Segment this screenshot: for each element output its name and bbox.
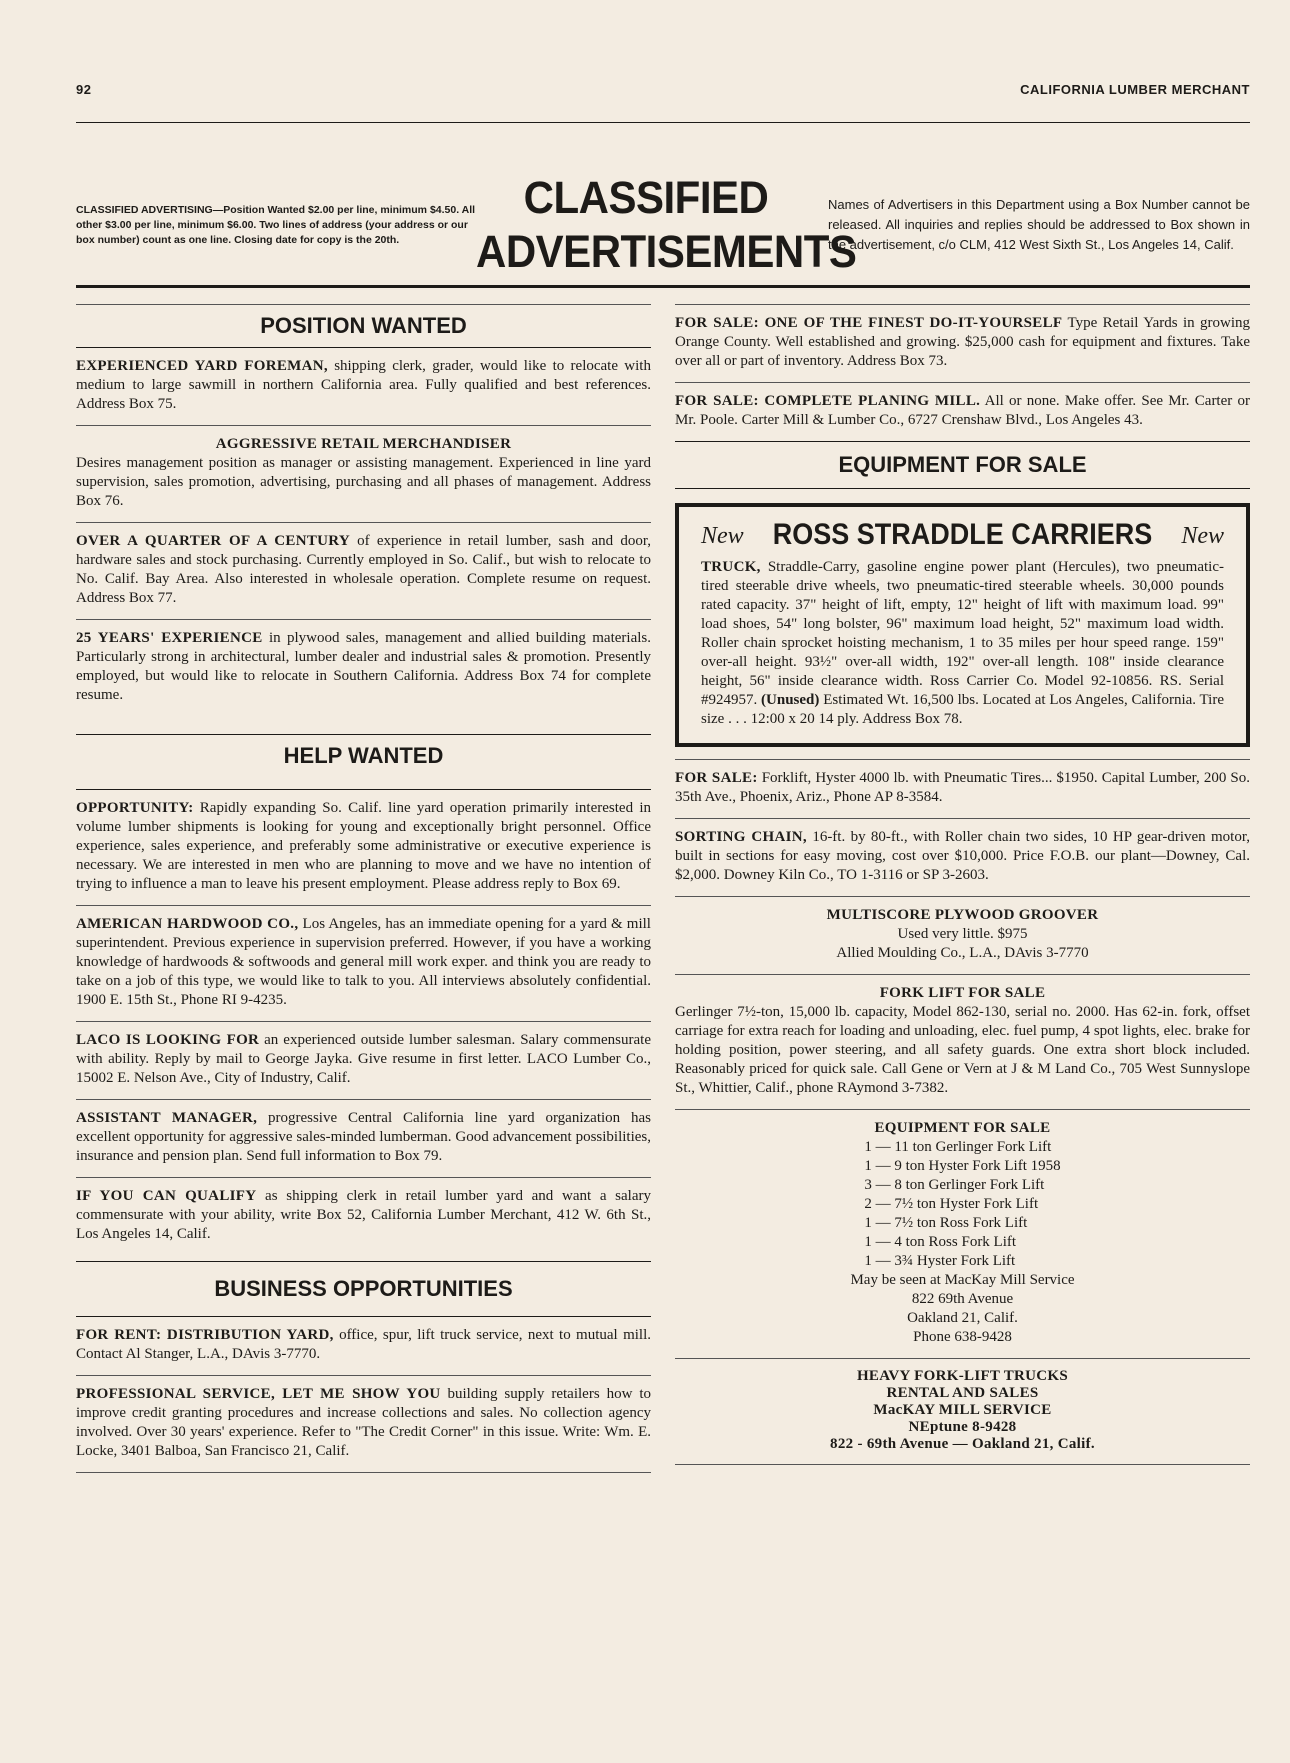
ad-body: Rapidly expanding So. Calif. line yard operation primarily interested in volume lumber shipments is looking for young and exceptionally bright personnel. Office experience, sales experience, and preferably some administrative or executive experience is necessary. We are interested in men who are planning to move and we have no intention of trying to influence a man to leave his present employment. Please address reply to Box 69. — [76, 800, 651, 892]
new-label-right: New — [1181, 523, 1224, 549]
classified-ad — [76, 348, 651, 425]
ad-line: Phone 638-9428 — [913, 1329, 1012, 1345]
ad-body: Desires management position as manager or assisting management. Experienced in line yard supervision, sales promotion, advertising, purchasing and all phases of management. Address Box 76. — [76, 455, 651, 509]
ad-lead: IF YOU CAN QUALIFY — [76, 1188, 257, 1204]
rates-notice: CLASSIFIED ADVERTISING—Position Wanted $2.00 per line, minimum $4.50. All other $3.00 per line, minimum $6.00. Two lines of address (your address or our box number) count as one line. Closing date for copy is the 20th. — [76, 203, 476, 246]
publication-name: CALIFORNIA LUMBER MERCHANT — [1020, 82, 1250, 97]
ad-lead: OPPORTUNITY: — [76, 800, 194, 816]
list-item: 1 — 11 ton Gerlinger Fork Lift — [864, 1139, 1052, 1155]
ad-body: building supply retailers how to improve credit granting procedures and increase collections and sales. No collection agency involved. Over 30 years' experience. Refer to "The Credit Corner" in this issue. Write: Wm. E. Locke, 3401 Balboa, San Francisco 21, Calif. — [76, 1386, 651, 1459]
classified-ad — [675, 819, 1250, 896]
classified-ad — [675, 383, 1250, 441]
ad-line: Oakland 21, Calif. — [907, 1310, 1018, 1326]
list-item: 1 — 9 ton Hyster Fork Lift 1958 — [864, 1158, 1061, 1174]
ad-body: Gerlinger 7½-ton, 15,000 lb. capacity, Model 862-130, serial no. 2000. Has 62-in. fork, offset carriage for extra reach for loading and unloading, elec. fuel pump, 4 spot lights, elec. brake for holding position, power steering, and all safety guards. One extra short block included. Reasonably priced for quick sale. Call Gene or Vern at J & M Land Co., 705 West Sunnyslope St., Whittier, Calif., phone RAymond 3-7382. — [675, 1004, 1250, 1096]
ad-body: Los Angeles, has an immediate opening for a yard & mill superintendent. Previous experience in supervision preferred. However, if you have a working knowledge of hardwoods & softwoods and general mill work exper. and think you are ready to take on a job of this type, we would like to talk to you. All interviews absolutely confidential. 1900 E. 15th St., Phone RI 9-4235. — [76, 916, 651, 1008]
classified-ad — [76, 1376, 651, 1472]
mackay-equipment-list-ad — [675, 1110, 1250, 1358]
ad-body: Forklift, Hyster 4000 lb. with Pneumatic Tires... $1950. Capital Lumber, 200 So. 35th Ave., Phoenix, Ariz., Phone AP 8-3584. — [675, 770, 1250, 805]
ad-body: of experience in retail lumber, sash and door, hardware sales and stock purchasing. Currently employed in So. Calif., but wish to relocate to No. Calif. Bay Area. Also interested in wholesale operation. Complete resume on request. Address Box 77. — [76, 533, 651, 606]
classified-ad — [76, 1022, 651, 1099]
classified-ad — [76, 906, 651, 1021]
classified-ad — [675, 305, 1250, 382]
page-number: 92 — [76, 82, 92, 97]
ad-lead: FOR RENT: DISTRIBUTION YARD, — [76, 1327, 334, 1343]
ad-lead: PROFESSIONAL SERVICE, LET ME SHOW YOU — [76, 1386, 441, 1402]
list-item: 2 — 7½ ton Hyster Fork Lift — [864, 1196, 1039, 1212]
running-head — [76, 0, 1250, 122]
ad-title: AGGRESSIVE RETAIL MERCHANDISER — [215, 436, 512, 452]
rule — [675, 1464, 1250, 1465]
classified-ad — [76, 1178, 651, 1255]
list-item: 3 — 8 ton Gerlinger Fork Lift — [864, 1177, 1045, 1193]
ad-body: in plywood sales, management and allied building materials. Particularly strong in architectural, lumber dealer and industrial sales & promotion. Presently employed, but would like to relocate in Southern California. Address Box 74 for complete resume. — [76, 630, 651, 703]
unused-label: (Unused) — [761, 692, 820, 708]
ad-body: progressive Central California line yard organization has excellent opportunity for aggressive sales-minded lumberman. Good advancement possibilities, insurance and pension plan. Send full information to Box 79. — [76, 1110, 651, 1164]
title-line-2: ADVERTISEMENTS — [476, 226, 857, 277]
ad-title: FORK LIFT FOR SALE — [879, 985, 1046, 1001]
ad-body: office, spur, lift truck service, next to mutual mill. Contact Al Stanger, L.A., DAvis 3-7770. — [76, 1327, 651, 1362]
ad-body: All or none. Make offer. See Mr. Carter or Mr. Poole. Carter Mill & Lumber Co., 6727 Crenshaw Blvd., Los Angeles 43. — [675, 393, 1250, 428]
masthead-rule — [76, 285, 1250, 288]
ad-body: Type Retail Yards in growing Orange County. Well established and growing. $25,000 cash for equipment and fixtures. Take over all or part of inventory. Address Box 73. — [675, 315, 1250, 369]
ad-lead: LACO IS LOOKING FOR — [76, 1032, 260, 1048]
ad-lead: EXPERIENCED YARD FOREMAN, — [76, 358, 328, 374]
company-name: MacKAY MILL SERVICE — [873, 1402, 1052, 1418]
classified-ad — [76, 1317, 651, 1375]
boxed-ad-title: ROSS STRADDLE CARRIERS — [772, 517, 1153, 551]
rule — [76, 1472, 651, 1473]
classified-ad — [76, 426, 651, 522]
left-column — [76, 298, 651, 1473]
help-wanted-heading: HELP WANTED — [283, 743, 444, 768]
classified-ad — [76, 790, 651, 905]
forklift-ad — [675, 975, 1250, 1109]
boxed-ad-header — [701, 519, 1224, 550]
position-wanted-heading: POSITION WANTED — [260, 313, 467, 338]
ross-straddle-carrier-ad — [675, 503, 1250, 747]
classified-ad — [76, 1100, 651, 1177]
page-title — [476, 171, 857, 279]
classified-ad — [675, 760, 1250, 818]
ad-lead: OVER A QUARTER OF A CENTURY — [76, 533, 350, 549]
right-column — [675, 298, 1250, 1473]
ad-body: as shipping clerk in retail lumber yard and want a salary commensurate with your ability, write Box 52, California Lumber Merchant, 412 W. 6th St., Los Angeles 14, Calif. — [76, 1188, 651, 1242]
ad-title: MULTISCORE PLYWOOD GROOVER — [826, 907, 1099, 923]
ad-body: Straddle-Carry, gasoline engine power plant (Hercules), two pneumatic-tired steerable drive wheels, two pneumatic-tired steerable wheels. 30,000 pounds rated capacity. 37" height of lift, empty, 12" height of lift with maximum load. 99" load shoes, 54" long bolster, 96" maximum load height, 52" maximum load width. Roller chain sprocket hoisting mechanism, 1 to 35 miles per hour speed range. 159" over-all height. 93½" over-all width, 192" over-all length. 108" inside clearance height, 56" inside clearance width. Ross Carrier Co. Model 92-10856. RS. Serial #924957. — [701, 559, 1224, 708]
classified-ad — [76, 620, 651, 716]
heavy-forklift-ad — [675, 1359, 1250, 1464]
list-item: 1 — 3¾ Hyster Fork Lift — [864, 1253, 1016, 1269]
top-rule — [76, 122, 1250, 123]
ad-line: Used very little. $975 — [897, 926, 1028, 942]
ad-line: May be seen at MacKay Mill Service — [850, 1272, 1075, 1288]
boxed-ad-body — [701, 558, 1224, 729]
equipment-list — [864, 1138, 1060, 1271]
ad-line: 822 69th Avenue — [911, 1291, 1014, 1307]
ad-body: an experienced outside lumber salesman. Salary commensurate with ability. Reply by mail to George Jayka. Give resume in first letter. LACO Lumber Co., 15002 E. Nelson Ave., City of Industry, Calif. — [76, 1032, 651, 1086]
masthead — [76, 172, 1250, 277]
ad-body-tail: Estimated Wt. 16,500 lbs. Located at Los Angeles, California. Tire size . . . 12:00 x 20 14 ply. Address Box 78. — [701, 692, 1225, 727]
ad-lead: AMERICAN HARDWOOD CO., — [76, 916, 299, 932]
phone: NEptune 8-9428 — [908, 1419, 1017, 1435]
ad-title: EQUIPMENT FOR SALE — [874, 1120, 1051, 1136]
ad-body: 16-ft. by 80-ft., with Roller chain two sides, 10 HP gear-driven motor, built in sections for easy moving, cost over $10,000. Price F.O.B. our plant—Downey, Cal. $2,000. Downey Kiln Co., TO 1-3116 or SP 3-2603. — [675, 829, 1250, 883]
rule — [675, 488, 1250, 489]
ad-lead: TRUCK, — [701, 559, 761, 575]
columns — [76, 298, 1250, 1473]
equipment-for-sale-heading: EQUIPMENT FOR SALE — [838, 452, 1087, 477]
ad-subtitle: RENTAL AND SALES — [886, 1385, 1039, 1401]
title-line-1: CLASSIFIED — [523, 172, 769, 223]
ad-lead: FOR SALE: COMPLETE PLANING MILL. — [675, 393, 981, 409]
ad-lead: FOR SALE: — [675, 770, 758, 786]
list-item: 1 — 4 ton Ross Fork Lift — [864, 1234, 1017, 1250]
business-opportunities-heading: BUSINESS OPPORTUNITIES — [214, 1276, 513, 1301]
ad-line: Allied Moulding Co., L.A., DAvis 3-7770 — [836, 945, 1089, 961]
ad-body: shipping clerk, grader, would like to relocate with medium to large sawmill in northern California area. Fully qualified and best references. Address Box 75. — [76, 358, 651, 412]
ad-lead: 25 YEARS' EXPERIENCE — [76, 630, 263, 646]
new-label-left: New — [701, 523, 744, 549]
ad-lead: ASSISTANT MANAGER, — [76, 1110, 258, 1126]
ad-lead: FOR SALE: ONE OF THE FINEST DO-IT-YOURSELF — [675, 315, 1063, 331]
classified-ad — [76, 523, 651, 619]
address: 822 - 69th Avenue — Oakland 21, Calif. — [830, 1436, 1095, 1452]
ad-title: HEAVY FORK-LIFT TRUCKS — [856, 1368, 1069, 1384]
advertiser-notice: Names of Advertisers in this Department using a Box Number cannot be released. All inquiries and replies should be addressed to Box shown in the advertisement, c/o CLM, 412 West Sixth St., Los Angeles 14, Calif. — [828, 197, 1250, 252]
list-item: 1 — 7½ ton Ross Fork Lift — [864, 1215, 1028, 1231]
ad-lead: SORTING CHAIN, — [675, 829, 807, 845]
groover-ad — [675, 897, 1250, 974]
